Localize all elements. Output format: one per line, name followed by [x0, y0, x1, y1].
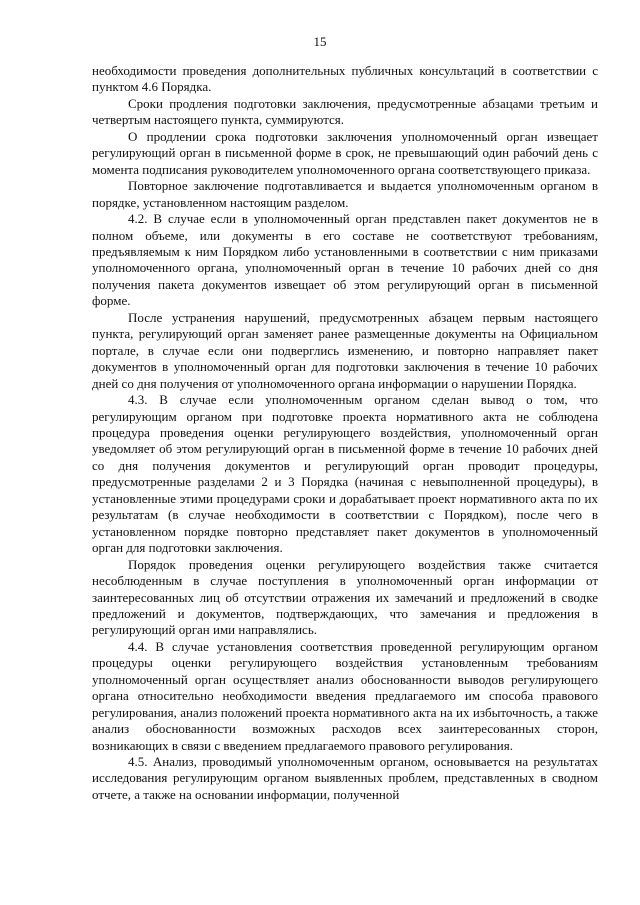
- document-body: [92, 63, 598, 803]
- paragraph: После устранения нарушений, предусмотренных абзацем первым настоящего пункта, регулирующий орган заменяет ранее размещенные документы на Официальном портале, в случае если они подверглись изменению, и повторно направляет пакет документов в уполномоченный орган для подготовки заключения в течение 10 рабочих дней со дня получения от уполномоченного органа информации о нарушении Порядка.: [92, 309, 598, 391]
- paragraph-clause-4-2: 4.2. В случае если в уполномоченный орган представлен пакет документов не в полном объеме, или документы в его составе не соответствуют требованиям, предъявляемым к ним Порядком либо установленными в соответствии с ним приказами уполномоченного органа, уполномоченный орган в течение 10 рабочих дней со дня получения пакета документов извещает об этом регулирующий орган в письменной форме.: [92, 211, 598, 309]
- paragraph: О продлении срока подготовки заключения уполномоченный орган извещает регулирующий орган в письменной форме в срок, не превышающий один рабочий день с момента подписания руководителем уполномоченного органа соответствующего приказа.: [92, 128, 598, 177]
- paragraph: Порядок проведения оценки регулирующего воздействия также считается несоблюденным в случае поступления в уполномоченный орган информации от заинтересованных лиц об отсутствии отражения их замечаний и предложений в сводке предложений и документов, подтверждающих, что замечания и предложения в регулирующий орган ими направлялись.: [92, 556, 598, 638]
- paragraph-clause-4-3: 4.3. В случае если уполномоченным органом сделан вывод о том, что регулирующим органом при подготовке проекта нормативного акта не соблюдена процедура проведения оценки регулирующего воздействия, уполномоченный орган уведомляет об этом регулирующий орган в письменной форме в течение 10 рабочих дней со дня получения документов и регулирующий орган проводит процедуры, предусмотренные разделами 2 и 3 Порядка (начиная с невыполненной процедуры), в установленные этими процедурами сроки и дорабатывает проект нормативного акта по их результатам (в случае необходимости в соответствии с Порядком), после чего в установленном порядке повторно представляет пакет документов в уполномоченный орган для подготовки заключения.: [92, 392, 598, 556]
- paragraph: Повторное заключение подготавливается и выдается уполномоченным органом в порядке, установленном настоящим разделом.: [92, 178, 598, 210]
- paragraph-clause-4-4: 4.4. В случае установления соответствия проведенной регулирующим органом процедуры оценки регулирующего воздействия установленным требованиям уполномоченный орган осуществляет анализ обоснованности выводов регулирующего органа относительно необходимости введения предлагаемого им способа правового регулирования, анализ положений проекта нормативного акта на их избыточность, а также анализ обоснованности возможных расходов всех заинтересованных сторон, возникающих в связи с введением предлагаемого правового регулирования.: [92, 638, 598, 753]
- paragraph: Сроки продления подготовки заключения, предусмотренные абзацами третьим и четвертым настоящего пункта, суммируются.: [92, 95, 598, 128]
- page-number: 15: [313, 34, 327, 49]
- paragraph-clause-4-5: 4.5. Анализ, проводимый уполномоченным органом, основывается на результатах исследования регулирующим органом выявленных проблем, представленных в сводном отчете, а также на основании информации, полученной: [92, 754, 598, 802]
- paragraph-continuation: необходимости проведения дополнительных публичных консультаций в соответствии с пунктом 4.6 Порядка.: [92, 63, 598, 95]
